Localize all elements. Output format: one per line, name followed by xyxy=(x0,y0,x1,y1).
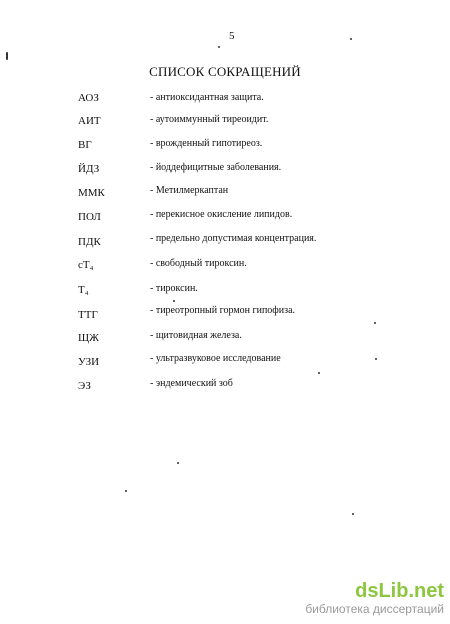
abbr-definition: - эндемический зоб xyxy=(150,378,233,389)
abbr-term: ЙДЗ xyxy=(78,163,100,175)
abbr-term: ПОЛ xyxy=(78,211,101,223)
watermark-subtitle: библиотека диссертаций xyxy=(305,602,444,616)
abbr-term: Т₄ xyxy=(78,284,89,296)
abbr-term: ТТГ xyxy=(78,309,98,321)
scan-speck xyxy=(177,462,179,464)
abbr-definition: - предельно допустимая концентрация. xyxy=(150,233,317,244)
scan-speck xyxy=(6,52,8,60)
abbr-definition: - свободный тироксин. xyxy=(150,258,247,269)
abbr-definition: - йоддефицитные заболевания. xyxy=(150,162,282,173)
abbr-definition: - перекисное окисление липидов. xyxy=(150,209,293,220)
watermark-brand: dsLib.net xyxy=(355,580,444,602)
abbr-definition: - тиреотропный гормон гипофиза. xyxy=(150,305,296,316)
scan-speck xyxy=(218,46,220,48)
watermark xyxy=(305,580,444,616)
abbr-term: УЗИ xyxy=(78,356,100,368)
abbr-term: АИТ xyxy=(78,115,101,127)
abbr-definition: - Метилмеркаптан xyxy=(150,185,229,196)
abbr-definition: - аутоиммунный тиреоидит. xyxy=(150,114,269,125)
abbr-definition: - антиоксидантная защита. xyxy=(150,92,264,103)
abbr-term: ПДК xyxy=(78,236,101,248)
abbr-term: ЩЖ xyxy=(78,332,99,344)
abbr-definition: - тироксин. xyxy=(150,283,198,294)
scan-speck xyxy=(350,38,352,40)
abbr-term: ЭЗ xyxy=(78,380,91,392)
page-number: 5 xyxy=(229,30,235,42)
page-title: СПИСОК СОКРАЩЕНИЙ xyxy=(149,64,301,79)
abbr-term: сТ₄ xyxy=(78,259,94,271)
abbr-term: ВГ xyxy=(78,139,92,151)
scan-speck xyxy=(125,490,127,492)
scan-speck xyxy=(318,372,320,374)
abbr-definition: - ультразвуковое исследование xyxy=(150,353,281,364)
scan-speck xyxy=(173,300,175,302)
scan-speck xyxy=(375,358,377,360)
abbr-definition: - врожденный гипотиреоз. xyxy=(150,138,263,149)
scan-speck xyxy=(352,513,354,515)
abbr-term: ММК xyxy=(78,187,105,199)
scan-speck xyxy=(374,322,376,324)
abbr-term: АОЗ xyxy=(78,92,99,104)
abbr-definition: - щитовидная железа. xyxy=(150,330,242,341)
